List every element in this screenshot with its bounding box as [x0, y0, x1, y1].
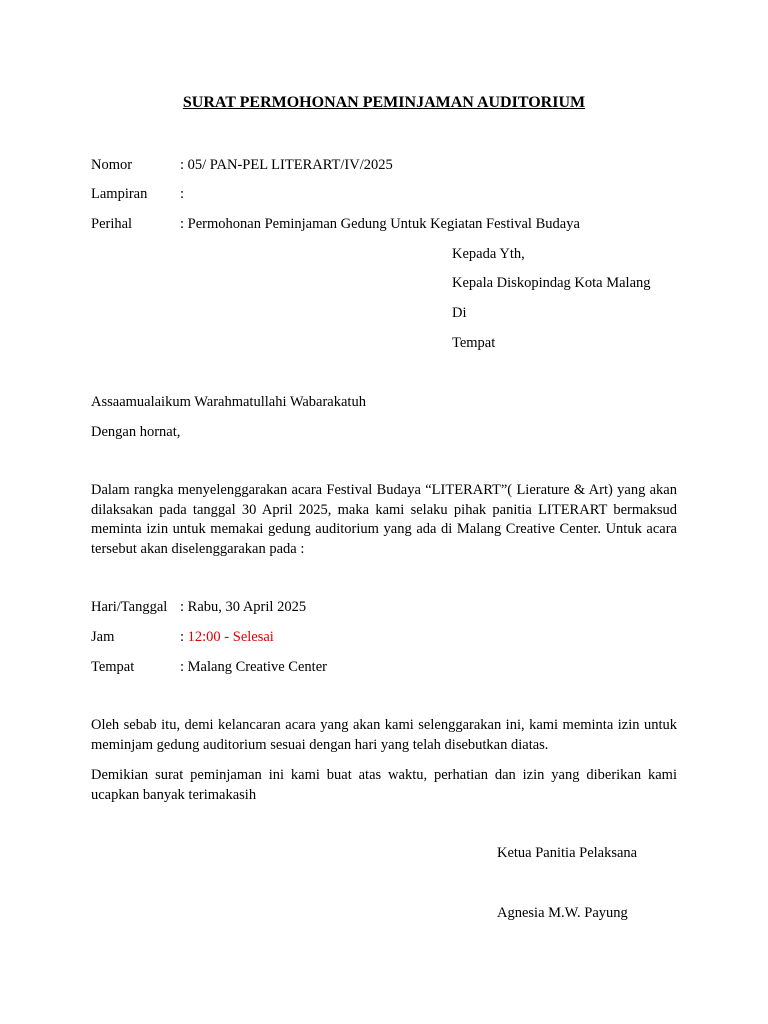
time-label: Jam: [91, 629, 115, 645]
signature-name: Agnesia M.W. Payung: [497, 905, 628, 921]
nomor-label: Nomor: [91, 157, 133, 173]
lampiran-value: :: [180, 186, 185, 202]
time-row: [180, 628, 274, 646]
recipient-line: Kepada Yth,: [452, 246, 525, 262]
perihal-label: Perihal: [91, 216, 133, 232]
perihal-value: : Permohonan Peminjaman Gedung Untuk Kegiatan Festival Budaya: [180, 216, 580, 232]
closing-paragraph: Oleh sebab itu, demi kelancaran acara yang akan kami selenggarakan ini, kami meminta izin untuk meminjam gedung auditorium sesuai dengan hari yang telah disebutkan diatas.: [91, 717, 677, 753]
time-prefix: :: [180, 629, 188, 645]
place-value: : Malang Creative Center: [180, 659, 327, 675]
recipient-line: Tempat: [452, 335, 496, 351]
day-value: : Rabu, 30 April 2025: [180, 599, 307, 615]
signature-role: Ketua Panitia Pelaksana: [497, 845, 638, 861]
greeting: Assaamualaikum Warahmatullahi Wabarakatuh: [91, 394, 366, 410]
place-label: Tempat: [91, 659, 135, 675]
lampiran-label: Lampiran: [91, 186, 148, 202]
salutation: Dengan hornat,: [91, 424, 181, 440]
recipient-line: Kepala Diskopindag Kota Malang: [452, 275, 651, 291]
day-label: Hari/Tanggal: [91, 599, 168, 615]
nomor-value: : 05/ PAN-PEL LITERART/IV/2025: [180, 157, 393, 173]
closing-paragraph: Demikian surat peminjaman ini kami buat atas waktu, perhatian dan izin yang diberikan kami ucapkan banyak terimakasih: [91, 767, 677, 803]
body-paragraph: Dalam rangka menyelenggarakan acara Festival Budaya “LITERART”( Lierature & Art) yang akan dilaksakan pada tanggal 30 April 2025, maka kami selaku pihak panitia LITERART bermaksud meminta izin untuk memakai gedung auditorium yang ada di Malang Creative Center. Untuk acara tersebut akan diselenggarakan pada :: [91, 482, 677, 557]
letter-title: SURAT PERMOHONAN PEMINJAMAN AUDITORIUM: [182, 94, 586, 111]
time-value: 12:00 - Selesai: [187, 629, 274, 645]
recipient-line: Di: [452, 305, 467, 321]
